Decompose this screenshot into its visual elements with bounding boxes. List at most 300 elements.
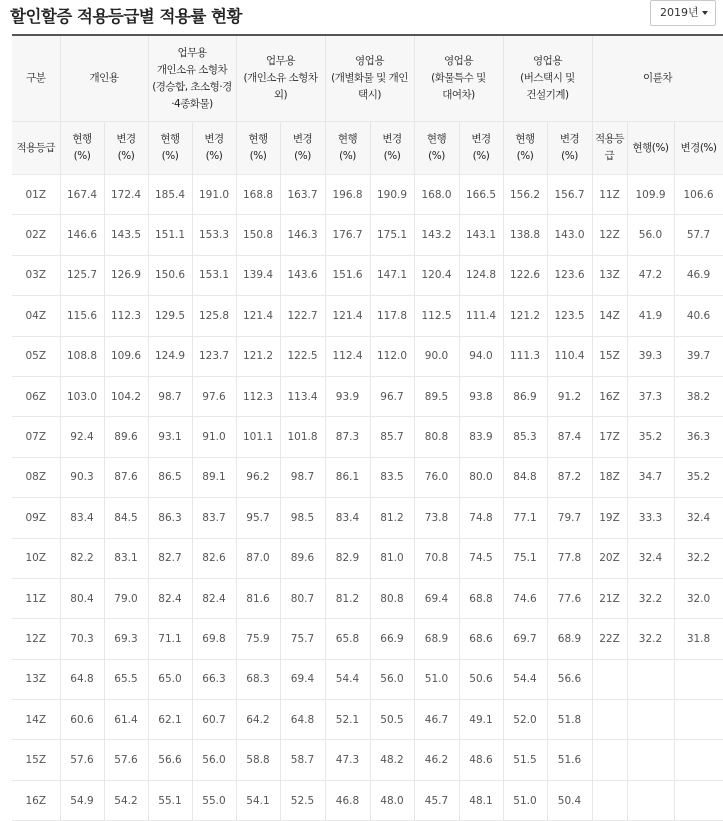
rate-cell: 83.1 (104, 538, 148, 578)
rate-cell: 64.8 (280, 700, 325, 740)
rate-cell: 156.2 (503, 175, 547, 215)
rate-cell: 190.9 (370, 175, 414, 215)
rate-cell: 111.4 (459, 296, 503, 336)
rate-cell: 55.1 (148, 780, 192, 820)
rate-cell: 150.6 (148, 255, 192, 295)
rate-cell: 150.8 (236, 215, 280, 255)
rate-cell: 74.5 (459, 538, 503, 578)
header-moto-grade (592, 122, 627, 175)
header-changed-label-line: (%) (294, 150, 311, 162)
rate-cell: 112.0 (370, 336, 414, 376)
rate-table (12, 34, 723, 821)
rate-cell: 81.2 (325, 578, 370, 618)
header-changed (192, 122, 236, 175)
rate-cell: 54.9 (60, 780, 104, 820)
rate-cell: 115.6 (60, 296, 104, 336)
table-row (12, 619, 723, 659)
rate-cell: 77.8 (547, 538, 592, 578)
rate-cell: 123.7 (192, 336, 236, 376)
moto-rate-cell: 39.7 (674, 336, 723, 376)
rate-cell: 87.6 (104, 457, 148, 497)
rate-cell: 69.4 (414, 578, 459, 618)
rate-cell: 124.8 (459, 255, 503, 295)
rate-cell: 120.4 (414, 255, 459, 295)
moto-rate-cell (674, 659, 723, 699)
rate-cell: 151.6 (325, 255, 370, 295)
rate-cell: 83.7 (192, 498, 236, 538)
rate-cell: 108.8 (60, 336, 104, 376)
table-row (12, 296, 723, 336)
rate-cell: 81.0 (370, 538, 414, 578)
header-changed-label-line: (%) (205, 150, 223, 162)
rate-cell: 84.8 (503, 457, 547, 497)
table-row (12, 417, 723, 457)
rate-cell: 68.3 (236, 659, 280, 699)
rate-cell: 112.5 (414, 296, 459, 336)
rate-cell: 76.0 (414, 457, 459, 497)
year-select-value: 2019년 (660, 6, 699, 19)
rate-cell: 109.6 (104, 336, 148, 376)
header-group-label-line: 영업용 (355, 55, 384, 67)
rate-cell: 97.6 (192, 376, 236, 416)
moto-grade-cell: 17Z (592, 417, 627, 457)
moto-rate-cell: 37.3 (627, 376, 674, 416)
rate-cell: 110.4 (547, 336, 592, 376)
moto-grade-cell: 19Z (592, 498, 627, 538)
rate-cell: 101.1 (236, 417, 280, 457)
rate-cell: 151.1 (148, 215, 192, 255)
table-row (12, 175, 723, 215)
table-row (12, 498, 723, 538)
moto-rate-cell (627, 740, 674, 780)
header-moto-current: 현행(%) (627, 122, 674, 175)
rate-cell: 90.0 (414, 336, 459, 376)
rate-cell: 80.7 (280, 578, 325, 618)
header-current-label-line: (%) (73, 150, 91, 162)
table-row (12, 255, 723, 295)
rate-cell: 60.6 (60, 700, 104, 740)
header-current-label-line: 현행 (160, 133, 180, 145)
rate-cell: 112.3 (236, 376, 280, 416)
rate-cell: 166.5 (459, 175, 503, 215)
header-current-label-line: 현행 (515, 133, 535, 145)
header-group-label-line: 택시) (358, 89, 381, 101)
rate-cell: 89.6 (280, 538, 325, 578)
rate-cell: 129.5 (148, 296, 192, 336)
rate-cell: 168.0 (414, 175, 459, 215)
rate-cell: 98.7 (280, 457, 325, 497)
rate-cell: 64.8 (60, 659, 104, 699)
grade-cell: 10Z (12, 538, 60, 578)
moto-rate-cell: 40.6 (674, 296, 723, 336)
grade-cell: 06Z (12, 376, 60, 416)
moto-rate-cell (674, 700, 723, 740)
moto-rate-cell (674, 780, 723, 820)
rate-cell: 89.1 (192, 457, 236, 497)
rate-cell: 81.2 (370, 498, 414, 538)
moto-grade-cell (592, 740, 627, 780)
rate-cell: 87.3 (325, 417, 370, 457)
moto-rate-cell: 32.4 (627, 538, 674, 578)
table-row (12, 780, 723, 820)
moto-rate-cell: 32.2 (674, 538, 723, 578)
rate-cell: 82.2 (60, 538, 104, 578)
moto-rate-cell: 46.9 (674, 255, 723, 295)
rate-cell: 70.8 (414, 538, 459, 578)
moto-rate-cell: 47.2 (627, 255, 674, 295)
moto-rate-cell: 38.2 (674, 376, 723, 416)
moto-grade-cell (592, 700, 627, 740)
moto-grade-cell: 13Z (592, 255, 627, 295)
moto-rate-cell (627, 780, 674, 820)
header-changed-label-line: (%) (383, 150, 401, 162)
rate-cell: 61.4 (104, 700, 148, 740)
rate-cell: 112.4 (325, 336, 370, 376)
moto-rate-cell: 41.9 (627, 296, 674, 336)
header-current-label-line: (%) (516, 150, 534, 162)
rate-cell: 93.8 (459, 376, 503, 416)
rate-cell: 168.8 (236, 175, 280, 215)
rate-cell: 143.1 (459, 215, 503, 255)
moto-rate-cell: 32.2 (627, 578, 674, 618)
header-current-label-line: 현행 (426, 133, 447, 145)
rate-cell: 56.6 (547, 659, 592, 699)
header-current-label-line: 현행 (248, 133, 268, 145)
header-group-1 (60, 35, 148, 122)
rate-cell: 54.2 (104, 780, 148, 820)
rate-cell: 79.7 (547, 498, 592, 538)
rate-cell: 74.8 (459, 498, 503, 538)
rate-cell: 75.9 (236, 619, 280, 659)
moto-grade-cell: 20Z (592, 538, 627, 578)
header-group-label-line: (경승합, 초소형·경 (152, 80, 232, 93)
rate-cell: 91.2 (547, 376, 592, 416)
rate-cell: 62.1 (148, 700, 192, 740)
rate-cell: 126.9 (104, 255, 148, 295)
rate-cell: 66.3 (192, 659, 236, 699)
rate-cell: 50.6 (459, 659, 503, 699)
grade-cell: 14Z (12, 700, 60, 740)
table-row (12, 376, 723, 416)
moto-rate-cell (627, 659, 674, 699)
rate-cell: 94.0 (459, 336, 503, 376)
grade-cell: 05Z (12, 336, 60, 376)
moto-grade-cell: 15Z (592, 336, 627, 376)
header-changed-label-line: 변경 (292, 133, 313, 145)
rate-cell: 51.0 (503, 780, 547, 820)
rate-cell: 91.0 (192, 417, 236, 457)
header-current-label-line: (%) (161, 150, 179, 162)
moto-grade-cell (592, 659, 627, 699)
rate-cell: 143.2 (414, 215, 459, 255)
header-group-label-line: 건설기계) (526, 89, 569, 101)
rate-cell: 69.8 (192, 619, 236, 659)
table-row (12, 578, 723, 618)
rate-cell: 191.0 (192, 175, 236, 215)
rate-cell: 52.0 (503, 700, 547, 740)
moto-rate-cell: 32.2 (627, 619, 674, 659)
header-changed (104, 122, 148, 175)
moto-rate-cell: 31.8 (674, 619, 723, 659)
rate-cell: 147.1 (370, 255, 414, 295)
rate-cell: 69.3 (104, 619, 148, 659)
table-row (12, 659, 723, 699)
grade-cell: 01Z (12, 175, 60, 215)
moto-rate-cell: 32.4 (674, 498, 723, 538)
header-group-label-line: (버스택시 및 (520, 72, 575, 84)
rate-cell: 48.6 (459, 740, 503, 780)
caret-down-icon (702, 11, 708, 15)
rate-cell: 55.0 (192, 780, 236, 820)
header-group-label-line: 영업용 (444, 55, 473, 67)
rate-cell: 52.1 (325, 700, 370, 740)
rate-cell: 176.7 (325, 215, 370, 255)
rate-cell: 47.3 (325, 740, 370, 780)
moto-rate-cell (674, 740, 723, 780)
header-group-label-line: 외) (273, 89, 288, 101)
rate-cell: 87.4 (547, 417, 592, 457)
rate-cell: 172.4 (104, 175, 148, 215)
header-current (414, 122, 459, 175)
header-group-label-line: (개별화물 및 개인 (331, 72, 408, 84)
header-changed-label-line: (%) (561, 150, 578, 162)
rate-cell: 58.7 (280, 740, 325, 780)
header-group-2 (148, 35, 236, 122)
rate-cell: 86.5 (148, 457, 192, 497)
grade-cell: 12Z (12, 619, 60, 659)
rate-cell: 82.7 (148, 538, 192, 578)
rate-cell: 51.0 (414, 659, 459, 699)
rate-cell: 77.1 (503, 498, 547, 538)
header-current-label-line: (%) (339, 150, 356, 162)
moto-grade-cell: 12Z (592, 215, 627, 255)
rate-cell: 93.1 (148, 417, 192, 457)
header-changed (547, 122, 592, 175)
grade-cell: 03Z (12, 255, 60, 295)
rate-cell: 139.4 (236, 255, 280, 295)
rate-cell: 89.6 (104, 417, 148, 457)
rate-cell: 80.8 (370, 578, 414, 618)
moto-rate-cell: 33.3 (627, 498, 674, 538)
rate-cell: 93.9 (325, 376, 370, 416)
moto-rate-cell: 36.3 (674, 417, 723, 457)
moto-rate-cell: 35.2 (674, 457, 723, 497)
rate-cell: 84.5 (104, 498, 148, 538)
rate-cell: 112.3 (104, 296, 148, 336)
year-select[interactable] (650, 0, 716, 26)
rate-cell: 153.1 (192, 255, 236, 295)
rate-cell: 125.8 (192, 296, 236, 336)
rate-cell: 163.7 (280, 175, 325, 215)
moto-rate-cell: 39.3 (627, 336, 674, 376)
header-group-label-line: 영업용 (533, 55, 562, 67)
header-group-label-line: (화물특수 및 (431, 72, 486, 84)
header-group-5 (414, 35, 503, 122)
moto-grade-cell: 18Z (592, 457, 627, 497)
rate-cell: 69.4 (280, 659, 325, 699)
rate-cell: 87.0 (236, 538, 280, 578)
rate-cell: 83.4 (60, 498, 104, 538)
rate-cell: 68.9 (414, 619, 459, 659)
header-current-label-line: 현행 (72, 133, 92, 145)
rate-cell: 46.8 (325, 780, 370, 820)
header-group-label-line: 개인용 (89, 72, 119, 84)
rate-cell: 75.1 (503, 538, 547, 578)
rate-cell: 98.5 (280, 498, 325, 538)
rate-cell: 96.2 (236, 457, 280, 497)
grade-cell: 15Z (12, 740, 60, 780)
rate-cell: 56.0 (370, 659, 414, 699)
rate-cell: 117.8 (370, 296, 414, 336)
rate-cell: 58.8 (236, 740, 280, 780)
rate-cell: 167.4 (60, 175, 104, 215)
rate-cell: 153.3 (192, 215, 236, 255)
rate-cell: 85.7 (370, 417, 414, 457)
moto-rate-cell (627, 700, 674, 740)
rate-cell: 146.6 (60, 215, 104, 255)
rate-cell: 121.2 (503, 296, 547, 336)
rate-cell: 121.2 (236, 336, 280, 376)
header-group-label-line: 개인소유 소형차 (156, 63, 228, 76)
rate-cell: 46.2 (414, 740, 459, 780)
rate-cell: 51.5 (503, 740, 547, 780)
rate-cell: 56.0 (192, 740, 236, 780)
table-row (12, 215, 723, 255)
header-row-groups (12, 35, 723, 122)
header-moto-grade-label-line: 적용등 (595, 133, 624, 145)
table-row (12, 457, 723, 497)
rate-cell: 146.3 (280, 215, 325, 255)
rate-cell: 101.8 (280, 417, 325, 457)
header-group-6 (503, 35, 592, 122)
rate-cell: 175.1 (370, 215, 414, 255)
header-group-label-line: 업무용 (266, 55, 295, 67)
header-group-label-line: 업무용 (177, 46, 207, 59)
rate-cell: 60.7 (192, 700, 236, 740)
moto-rate-cell: 109.9 (627, 175, 674, 215)
rate-cell: 50.4 (547, 780, 592, 820)
header-changed-label-line: 변경 (559, 133, 580, 145)
header-current-label-line: (%) (428, 150, 445, 162)
rate-cell: 57.6 (104, 740, 148, 780)
rate-cell: 89.5 (414, 376, 459, 416)
table-row (12, 700, 723, 740)
rate-cell: 77.6 (547, 578, 592, 618)
header-changed (459, 122, 503, 175)
rate-cell: 75.7 (280, 619, 325, 659)
grade-cell: 07Z (12, 417, 60, 457)
rate-cell: 66.9 (370, 619, 414, 659)
table-row (12, 538, 723, 578)
rate-cell: 45.7 (414, 780, 459, 820)
rate-cell: 125.7 (60, 255, 104, 295)
rate-cell: 51.6 (547, 740, 592, 780)
moto-grade-cell: 16Z (592, 376, 627, 416)
header-current (148, 122, 192, 175)
rate-cell: 48.0 (370, 780, 414, 820)
rate-cell: 86.1 (325, 457, 370, 497)
grade-cell: 04Z (12, 296, 60, 336)
rate-cell: 82.4 (148, 578, 192, 618)
rate-cell: 48.2 (370, 740, 414, 780)
header-changed-label-line: (%) (472, 150, 490, 162)
header-current-label-line: 현행 (337, 133, 358, 145)
rate-cell: 79.0 (104, 578, 148, 618)
table-row (12, 336, 723, 376)
header-current (325, 122, 370, 175)
moto-rate-cell: 57.7 (674, 215, 723, 255)
rate-cell: 71.1 (148, 619, 192, 659)
rate-cell: 52.5 (280, 780, 325, 820)
rate-cell: 83.4 (325, 498, 370, 538)
header-group-label-line: ·4종화물) (171, 97, 213, 110)
rate-cell: 50.5 (370, 700, 414, 740)
moto-grade-cell: 22Z (592, 619, 627, 659)
rate-cell: 185.4 (148, 175, 192, 215)
grade-cell: 11Z (12, 578, 60, 618)
header-group-label-line: 대여차) (442, 89, 475, 101)
rate-cell: 82.6 (192, 538, 236, 578)
rate-cell: 143.0 (547, 215, 592, 255)
rate-cell: 56.6 (148, 740, 192, 780)
rate-cell: 123.6 (547, 255, 592, 295)
rate-cell: 123.5 (547, 296, 592, 336)
rate-cell: 64.2 (236, 700, 280, 740)
rate-cell: 48.1 (459, 780, 503, 820)
rate-cell: 80.8 (414, 417, 459, 457)
rate-cell: 95.7 (236, 498, 280, 538)
rate-cell: 122.5 (280, 336, 325, 376)
table-row (12, 740, 723, 780)
rate-cell: 80.0 (459, 457, 503, 497)
grade-cell: 02Z (12, 215, 60, 255)
rate-cell: 143.6 (280, 255, 325, 295)
rate-cell: 65.8 (325, 619, 370, 659)
header-motorcycle: 이륜차 (592, 35, 723, 122)
table-body (12, 175, 723, 821)
header-changed-label-line: 변경 (116, 133, 136, 145)
rate-cell: 86.3 (148, 498, 192, 538)
rate-cell: 138.8 (503, 215, 547, 255)
rate-cell: 73.8 (414, 498, 459, 538)
rate-cell: 51.8 (547, 700, 592, 740)
rate-cell: 85.3 (503, 417, 547, 457)
rate-cell: 86.9 (503, 376, 547, 416)
grade-cell: 13Z (12, 659, 60, 699)
rate-cell: 80.4 (60, 578, 104, 618)
rate-cell: 65.0 (148, 659, 192, 699)
rate-cell: 121.4 (236, 296, 280, 336)
rate-cell: 69.7 (503, 619, 547, 659)
rate-cell: 96.7 (370, 376, 414, 416)
rate-cell: 92.4 (60, 417, 104, 457)
moto-grade-cell: 11Z (592, 175, 627, 215)
rate-cell: 111.3 (503, 336, 547, 376)
header-changed-label-line: 변경 (204, 133, 224, 145)
header-group-4 (325, 35, 414, 122)
rate-cell: 83.5 (370, 457, 414, 497)
rate-cell: 54.4 (325, 659, 370, 699)
header-current (503, 122, 547, 175)
grade-cell: 08Z (12, 457, 60, 497)
rate-cell: 74.6 (503, 578, 547, 618)
header-current (236, 122, 280, 175)
rate-cell: 65.5 (104, 659, 148, 699)
rate-cell: 122.6 (503, 255, 547, 295)
moto-rate-cell: 56.0 (627, 215, 674, 255)
header-group-label-line: (개인소유 소형차 (243, 72, 318, 84)
rate-cell: 156.7 (547, 175, 592, 215)
